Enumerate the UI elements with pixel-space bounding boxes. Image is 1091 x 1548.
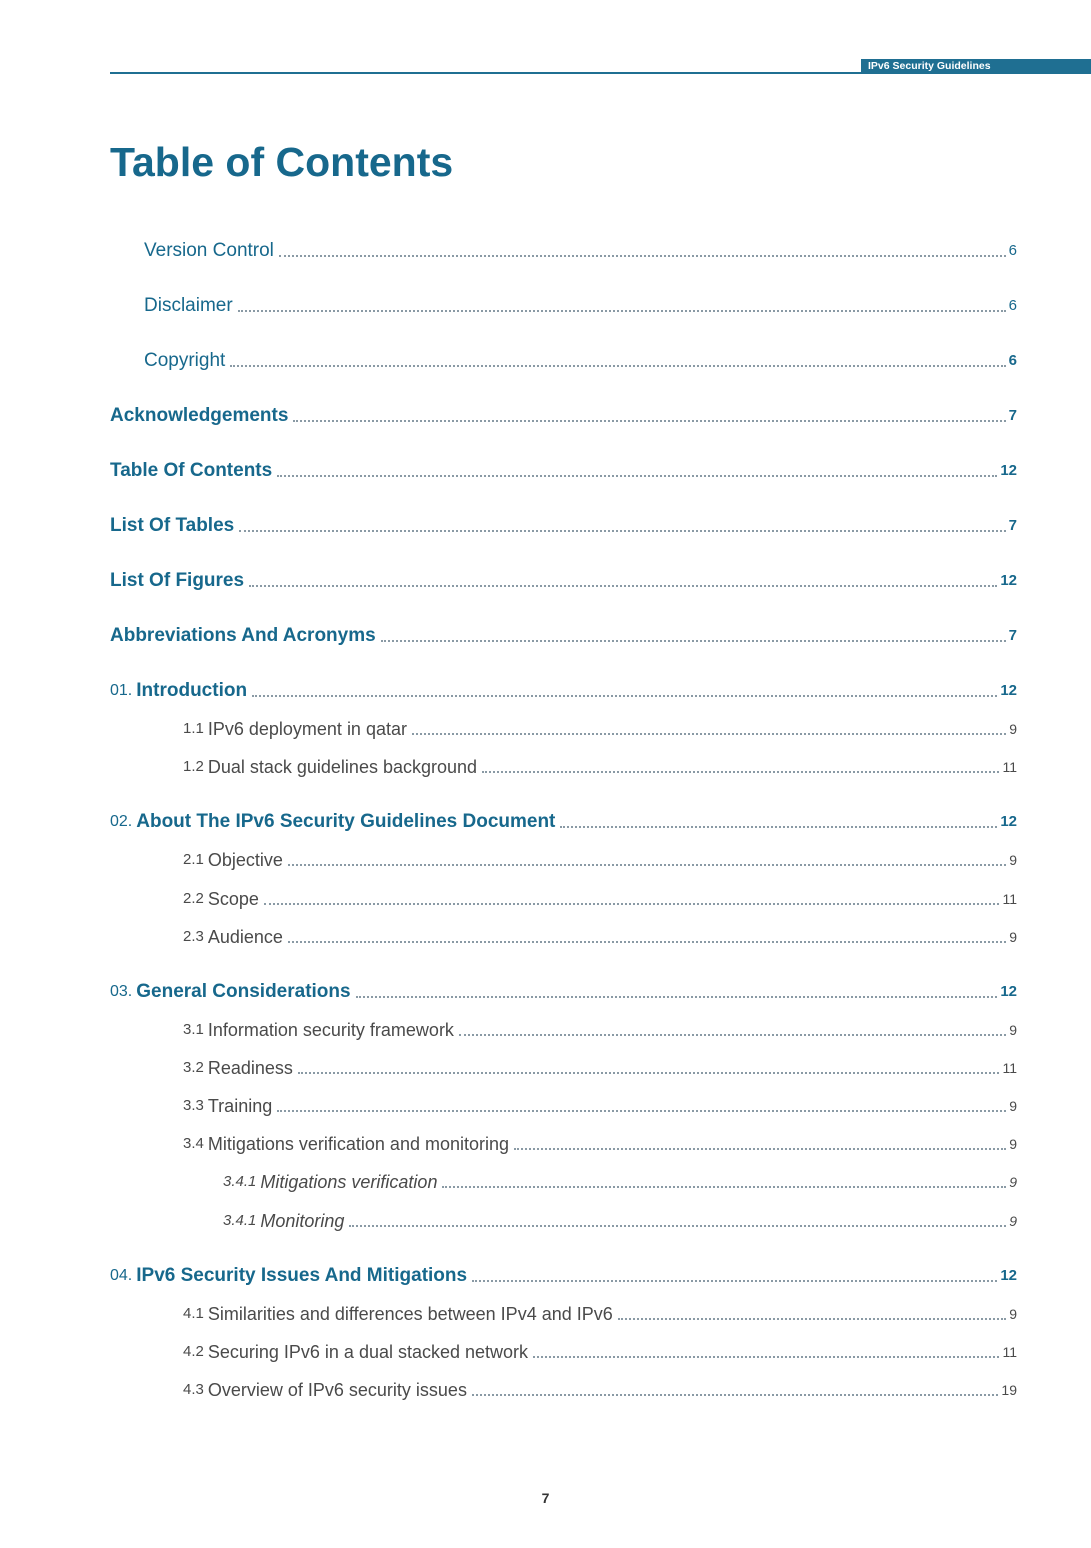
toc-entry-page: 7 <box>1008 627 1017 644</box>
dot-leader <box>264 902 1000 905</box>
dot-leader <box>277 474 997 477</box>
toc-entry-page: 9 <box>1009 721 1017 737</box>
toc-entry-number: 4.3 <box>183 1381 204 1398</box>
toc-entry-page: 19 <box>1001 1382 1017 1398</box>
toc-entry-page: 11 <box>1002 759 1017 775</box>
dot-leader <box>442 1185 1006 1188</box>
toc-entry-1-2[interactable] <box>183 752 1017 778</box>
toc-entry-number: 3.4.1 <box>223 1173 257 1190</box>
toc-entry-3-4[interactable] <box>183 1129 1017 1155</box>
toc-entry-page: 11 <box>1002 1060 1017 1076</box>
toc-entry-page: 12 <box>1000 682 1017 699</box>
toc-entry-4-1[interactable] <box>183 1299 1017 1325</box>
toc-entry-about-guidelines[interactable] <box>110 807 1017 833</box>
toc-entry-list-of-figures[interactable] <box>110 566 1017 592</box>
toc-entry-page: 6 <box>1008 352 1017 369</box>
toc-entry-abbreviations[interactable] <box>110 621 1017 647</box>
toc-entry-page: 9 <box>1009 1306 1017 1322</box>
toc-entry-label: Scope <box>207 889 259 909</box>
toc-entry-3-2[interactable] <box>183 1053 1017 1079</box>
toc-entry-label: Copyright <box>144 350 226 371</box>
toc-entry-label: Mitigations verification <box>260 1172 438 1192</box>
dot-leader <box>412 732 1006 735</box>
toc-entry-page: 11 <box>1002 1344 1017 1360</box>
toc-entry-number: 1.2 <box>183 758 204 775</box>
toc-entry-version-control[interactable] <box>144 236 1017 262</box>
toc-entry-page: 11 <box>1002 891 1017 907</box>
dot-leader <box>279 254 1006 257</box>
dot-leader <box>230 364 1005 367</box>
dot-leader <box>298 1071 1000 1074</box>
toc-entry-label: Acknowledgements <box>110 405 289 426</box>
toc-entry-2-2[interactable] <box>183 884 1017 910</box>
toc-entry-number: 4.1 <box>183 1305 204 1322</box>
toc-entry-2-3[interactable] <box>183 922 1017 948</box>
dot-leader <box>533 1355 999 1358</box>
toc-entry-label: Table Of Contents <box>110 460 273 481</box>
toc-entry-page: 7 <box>1008 517 1017 534</box>
toc-entry-number: 2.1 <box>183 851 204 868</box>
toc-entry-disclaimer[interactable] <box>144 291 1017 317</box>
toc-entry-3-4-1-monitoring[interactable] <box>223 1206 1017 1232</box>
toc-entry-3-3[interactable] <box>183 1091 1017 1117</box>
toc-entry-page: 6 <box>1008 242 1017 259</box>
dot-leader <box>349 1224 1006 1227</box>
toc-entry-3-4-1-verification[interactable] <box>223 1167 1017 1193</box>
dot-leader <box>472 1393 998 1396</box>
toc-entry-list-of-tables[interactable] <box>110 511 1017 537</box>
toc-entry-1-1[interactable] <box>183 714 1017 740</box>
toc-entry-label: Version Control <box>144 240 274 261</box>
dot-leader <box>288 940 1006 943</box>
toc-entry-page: 9 <box>1009 1213 1017 1229</box>
toc-entry-number: 3.4.1 <box>223 1212 257 1229</box>
toc-entry-acknowledgements[interactable] <box>110 401 1017 427</box>
toc-entry-security-issues[interactable] <box>110 1261 1017 1287</box>
toc-entry-label: Securing IPv6 in a dual stacked network <box>207 1342 529 1362</box>
toc-entry-3-1[interactable] <box>183 1015 1017 1041</box>
toc-entry-label: Dual stack guidelines background <box>207 757 478 777</box>
toc-entry-label: General Considerations <box>136 981 351 1002</box>
toc-entry-page: 12 <box>1000 572 1017 589</box>
toc-entry-number: 03. <box>110 983 133 1000</box>
page-title: Table of Contents <box>110 139 454 185</box>
toc-entry-number: 02. <box>110 813 133 830</box>
dot-leader <box>472 1279 997 1282</box>
toc-entry-label: Introduction <box>136 680 248 701</box>
dot-leader <box>618 1317 1006 1320</box>
dot-leader <box>560 825 997 828</box>
dot-leader <box>514 1147 1006 1150</box>
toc-entry-label: IPv6 Security Issues And Mitigations <box>136 1265 468 1286</box>
dot-leader <box>252 694 997 697</box>
toc-entry-label: Training <box>207 1096 273 1116</box>
toc-entry-label: Information security framework <box>207 1020 454 1040</box>
toc-entry-4-3[interactable] <box>183 1375 1017 1401</box>
toc-entry-label: Similarities and differences between IPv4 and IPv6 <box>207 1304 613 1324</box>
toc-entry-page: 9 <box>1009 929 1017 945</box>
toc-entry-label: Monitoring <box>260 1211 345 1231</box>
dot-leader <box>288 863 1006 866</box>
toc-entry-page: 9 <box>1009 1022 1017 1038</box>
dot-leader <box>356 995 998 998</box>
dot-leader <box>381 639 1006 642</box>
toc-entry-number: 3.1 <box>183 1021 204 1038</box>
toc-entry-page: 9 <box>1009 852 1017 868</box>
toc-entry-label: Overview of IPv6 security issues <box>207 1380 467 1400</box>
toc-entry-table-of-contents[interactable] <box>110 456 1017 482</box>
toc-entry-label: Disclaimer <box>144 295 233 316</box>
toc-entry-introduction[interactable] <box>110 676 1017 702</box>
toc-entry-number: 2.2 <box>183 890 204 907</box>
dot-leader <box>277 1109 1006 1112</box>
toc-entry-label: Abbreviations And Acronyms <box>110 625 376 646</box>
toc-entry-label: Objective <box>207 850 283 870</box>
toc-entry-page: 12 <box>1000 983 1017 1000</box>
toc-entry-page: 6 <box>1008 297 1017 314</box>
toc-entry-number: 2.3 <box>183 928 204 945</box>
toc-entry-general-considerations[interactable] <box>110 977 1017 1003</box>
header-doc-title: IPv6 Security Guidelines <box>861 59 1091 74</box>
toc-entry-number: 04. <box>110 1267 133 1284</box>
toc-entry-label: Readiness <box>207 1058 293 1078</box>
toc-entry-number: 4.2 <box>183 1343 204 1360</box>
dot-leader <box>293 419 1005 422</box>
toc-entry-number: 3.2 <box>183 1059 204 1076</box>
toc-entry-page: 12 <box>1000 462 1017 479</box>
toc-entry-label: List Of Figures <box>110 570 245 591</box>
toc-entry-page: 9 <box>1009 1174 1017 1190</box>
toc-entry-label: Mitigations verification and monitoring <box>207 1134 510 1154</box>
dot-leader <box>249 584 997 587</box>
toc-entry-page: 12 <box>1000 813 1017 830</box>
toc-entry-page: 12 <box>1000 1267 1017 1284</box>
toc-entry-page: 7 <box>1008 407 1017 424</box>
dot-leader <box>238 309 1006 312</box>
page-number: 7 <box>541 1490 550 1506</box>
toc-entry-copyright[interactable] <box>144 346 1017 372</box>
toc-entry-number: 1.1 <box>183 720 204 737</box>
dot-leader <box>459 1033 1006 1036</box>
toc-entry-number: 3.4 <box>183 1135 204 1152</box>
toc-entry-page: 9 <box>1009 1098 1017 1114</box>
dot-leader <box>482 770 999 773</box>
toc-entry-2-1[interactable] <box>183 845 1017 871</box>
toc-entry-4-2[interactable] <box>183 1337 1017 1363</box>
toc-entry-page: 9 <box>1009 1136 1017 1152</box>
toc-entry-label: IPv6 deployment in qatar <box>207 719 407 739</box>
toc-entry-number: 3.3 <box>183 1097 204 1114</box>
toc-entry-label: Audience <box>207 927 283 947</box>
toc-entry-number: 01. <box>110 682 133 699</box>
toc-entry-label: About The IPv6 Security Guidelines Document <box>136 811 556 832</box>
toc-entry-label: List Of Tables <box>110 515 235 536</box>
dot-leader <box>239 529 1005 532</box>
